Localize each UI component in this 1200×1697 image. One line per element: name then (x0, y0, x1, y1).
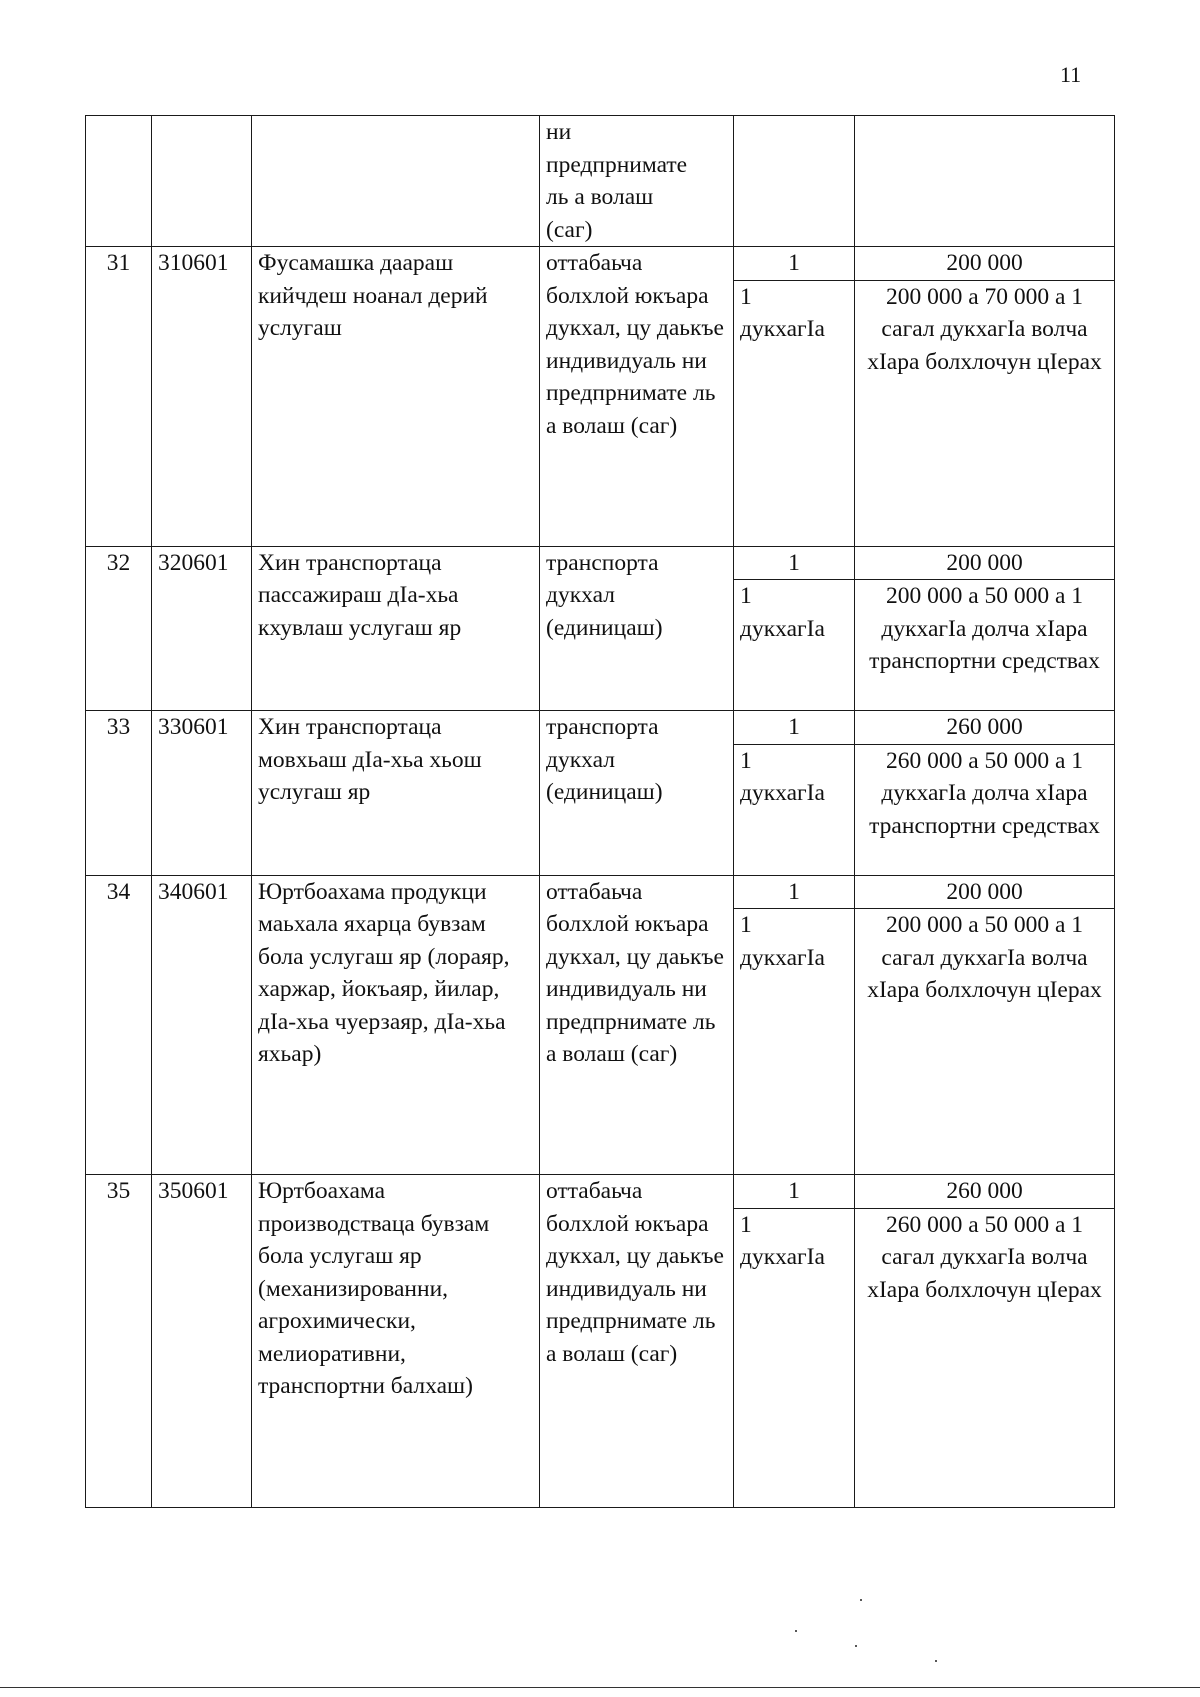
additional-quantity: 1 дукхагIа (734, 580, 855, 711)
additional-quantity: 1 дукхагIа (734, 1208, 855, 1507)
cell-num (86, 116, 152, 247)
service-name: Хин транспортаца пассажираш дIа-хьа кхувлаш услугаш яр (252, 546, 540, 711)
unit-of-measure: оттабаьча болхлой юкъара дукхал, цу даькъе индивидуаль ни предпрнимате ль а волаш (саг) (540, 1175, 734, 1508)
additional-quantity: 1 дукхагIа (734, 909, 855, 1175)
service-code: 320601 (152, 546, 252, 711)
service-code: 350601 (152, 1175, 252, 1508)
unit-of-measure: оттабаьча болхлой юкъара дукхал, цу даькъе индивидуаль ни предпрнимате ль а волаш (саг) (540, 875, 734, 1175)
base-quantity: 1 (734, 546, 855, 580)
base-quantity: 1 (734, 247, 855, 281)
cell-unit: ни предпрнимате ль а волаш (саг) (540, 116, 734, 247)
cell-qty (734, 116, 855, 247)
row-number: 33 (86, 711, 152, 876)
additional-amount: 200 000 а 70 000 а 1 сагал дукхагIа волча хIара болхлочун цIерах (855, 280, 1115, 546)
row-number: 31 (86, 247, 152, 547)
additional-amount: 260 000 а 50 000 а 1 дукхагIа долча хIара транспортни средствах (855, 744, 1115, 875)
base-amount: 200 000 (855, 247, 1115, 281)
base-quantity: 1 (734, 1175, 855, 1209)
table-row (86, 875, 1115, 909)
unit-of-measure: транспорта дукхал (единицаш) (540, 711, 734, 876)
row-number: 34 (86, 875, 152, 1175)
cell-name (252, 116, 540, 247)
additional-amount: 260 000 а 50 000 а 1 сагал дукхагIа волча хIара болхлочун цIерах (855, 1208, 1115, 1507)
page-number: 11 (1060, 62, 1082, 87)
row-number: 32 (86, 546, 152, 711)
table-row (86, 247, 1115, 281)
base-amount: 200 000 (855, 546, 1115, 580)
service-name: Юртбоахама производстваца бувзам бола услугаш яр (механизированни, агрохимически, мелиоративни, транспортни балхаш) (252, 1175, 540, 1508)
service-code: 340601 (152, 875, 252, 1175)
base-amount: 260 000 (855, 711, 1115, 745)
additional-quantity: 1 дукхагIа (734, 280, 855, 546)
scan-speck (860, 1599, 862, 1601)
cell-code (152, 116, 252, 247)
unit-of-measure: транспорта дукхал (единицаш) (540, 546, 734, 711)
base-amount: 260 000 (855, 1175, 1115, 1209)
scan-edge-line (0, 1687, 1200, 1688)
service-code: 310601 (152, 247, 252, 547)
unit-of-measure: оттабаьча болхлой юкъара дукхал, цу даькъе индивидуаль ни предпрнимате ль а волаш (саг) (540, 247, 734, 547)
table-row (86, 711, 1115, 745)
scan-speck (855, 1645, 857, 1647)
row-number: 35 (86, 1175, 152, 1508)
additional-amount: 200 000 а 50 000 а 1 дукхагIа долча хIара транспортни средствах (855, 580, 1115, 711)
tariff-table (85, 115, 1115, 1508)
table-row-carryover (86, 116, 1115, 247)
additional-amount: 200 000 а 50 000 а 1 сагал дукхагIа волча хIара болхлочун цIерах (855, 909, 1115, 1175)
table-row (86, 1175, 1115, 1209)
base-amount: 200 000 (855, 875, 1115, 909)
base-quantity: 1 (734, 875, 855, 909)
base-quantity: 1 (734, 711, 855, 745)
cell-amount (855, 116, 1115, 247)
service-name: Фусамашка дaараш кийчдеш ноанал дерий услугаш (252, 247, 540, 547)
service-code: 330601 (152, 711, 252, 876)
service-name: Юртбоахама продукци маьхала яхарца бувзам бола услугаш яр (лораяр, харжар, йокъаяр, йилар, дIа-хьа чуерзаяр, дIа-хьа яхьар) (252, 875, 540, 1175)
scan-speck (795, 1630, 797, 1632)
scan-speck (935, 1660, 937, 1662)
service-name: Хин транспортаца мовхьаш дIа-хьа хьош услугаш яр (252, 711, 540, 876)
additional-quantity: 1 дукхагIа (734, 744, 855, 875)
table-row (86, 546, 1115, 580)
